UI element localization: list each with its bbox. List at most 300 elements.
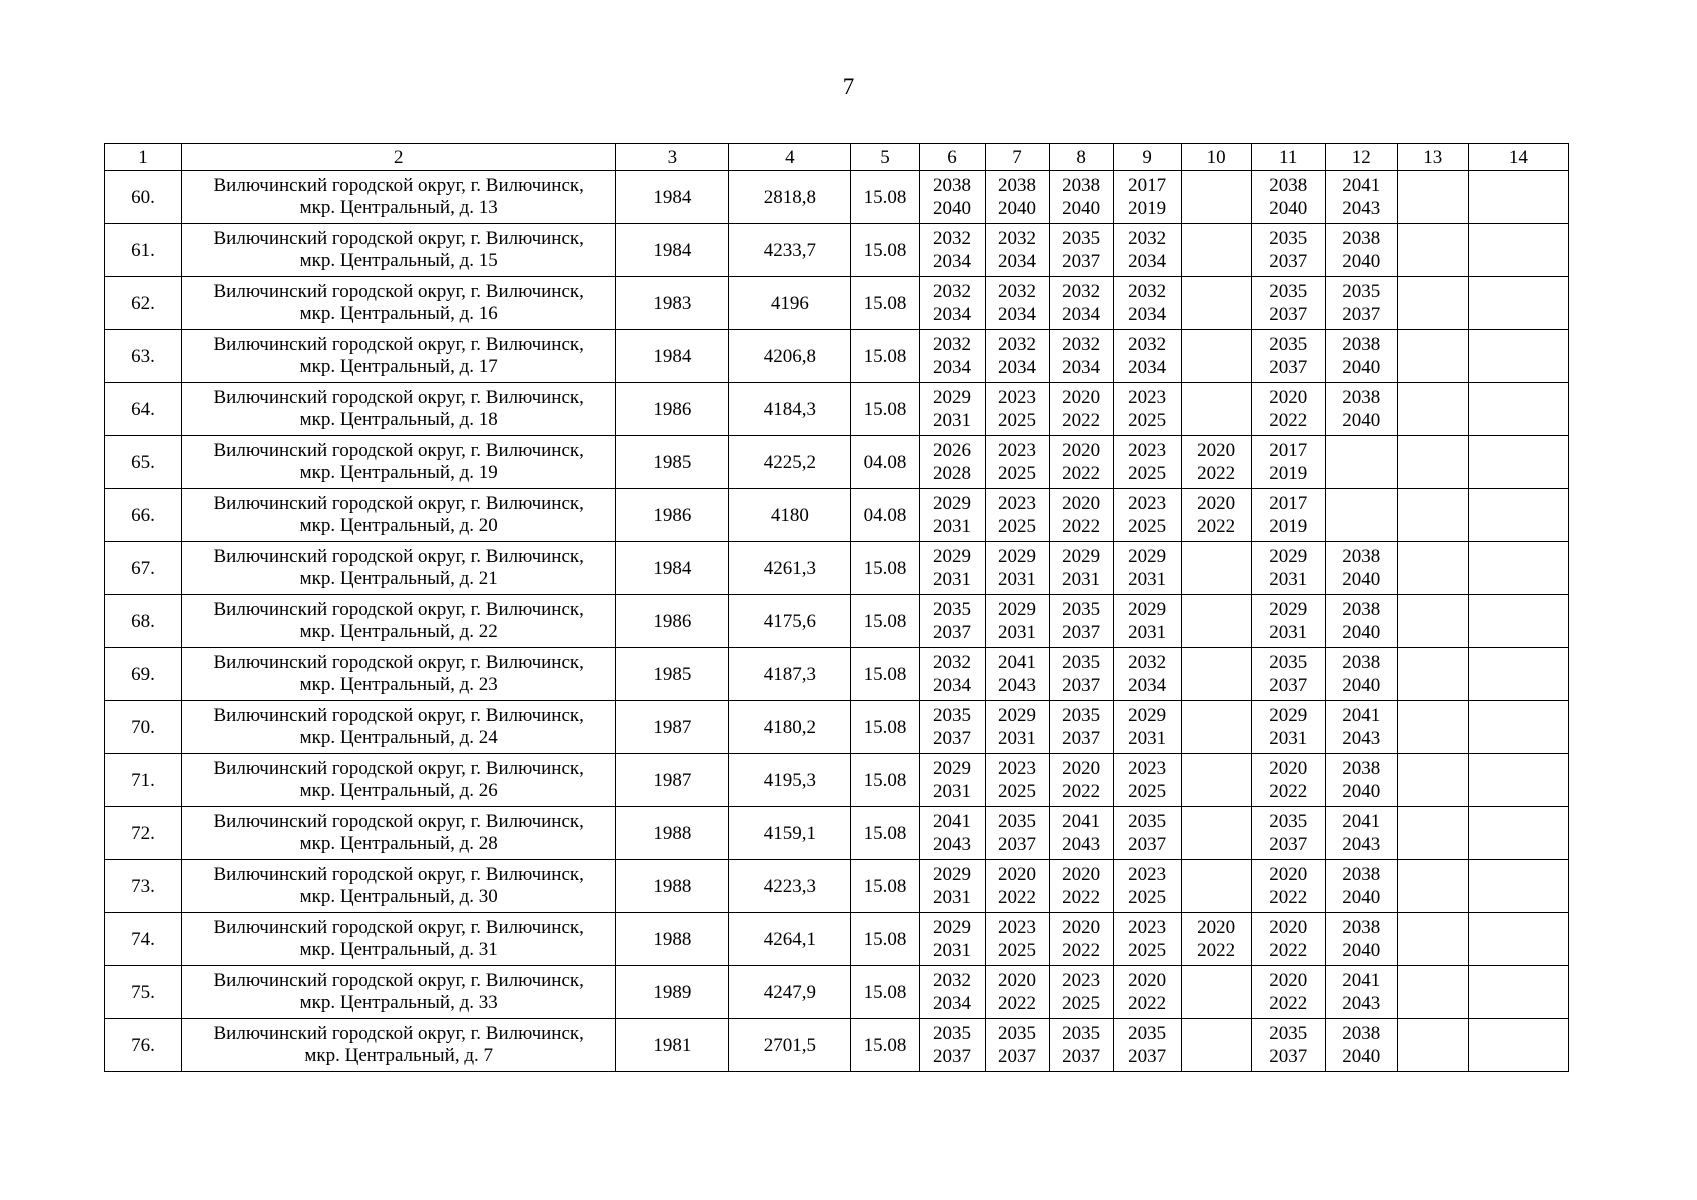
year-built-cell: 1986 [616,489,729,542]
period-start-year: 2035 [998,811,1037,832]
period-start-year: 2020 [1197,917,1236,938]
period-start-year: 2029 [933,917,972,938]
period-cell [1181,277,1251,330]
period-cell [1113,754,1181,807]
period-end-year: 2040 [1342,410,1381,431]
row-number-cell: 66. [105,489,182,542]
period-cell [1049,330,1113,383]
column-header: 12 [1325,144,1397,171]
address-line: Вилючинский городской округ, г. Вилючинск, [213,546,584,567]
row-number-cell: 74. [105,913,182,966]
period-start-year: 2020 [1269,970,1308,991]
period-end-year: 2031 [998,622,1037,643]
period-end-year: 2037 [933,1046,972,1067]
period-end-year: 2022 [1197,940,1236,961]
column-header: 4 [729,144,851,171]
area-cell: 4261,3 [729,542,851,595]
period-cell [1397,701,1468,754]
period-end-year: 2022 [1197,463,1236,484]
period-end-year: 2022 [1269,410,1308,431]
period-start-year: 2029 [933,387,972,408]
address-cell [182,436,616,489]
address-line: мкр. Центральный, д. 13 [299,197,498,218]
period-cell [985,277,1049,330]
period-end-year: 2043 [1342,728,1381,749]
period-cell [1325,807,1397,860]
period-cell [1397,648,1468,701]
period-start-year: 2029 [1269,546,1308,567]
period-start-year: 2023 [998,387,1037,408]
period-cell [1049,224,1113,277]
column-header: 2 [182,144,616,171]
period-end-year: 2025 [1128,410,1167,431]
period-start-year: 2038 [1342,652,1381,673]
period-cell [985,171,1049,224]
period-end-year: 2031 [1062,569,1101,590]
period-start-year: 2029 [1269,599,1308,620]
period-cell [985,489,1049,542]
period-start-year: 2032 [998,281,1037,302]
period-start-year: 2020 [1269,864,1308,885]
period-start-year: 2020 [1128,970,1167,991]
period-end-year: 2025 [998,781,1037,802]
period-end-year: 2031 [1269,622,1308,643]
period-start-year: 2020 [1269,917,1308,938]
period-cell [1325,171,1397,224]
period-cell [1113,648,1181,701]
period-cell [919,913,985,966]
address-line: Вилючинский городской округ, г. Вилючинск, [213,281,584,302]
period-end-year: 2037 [1269,834,1308,855]
period-cell [1113,224,1181,277]
period-start-year: 2023 [1128,387,1167,408]
period-start-year: 2029 [998,705,1037,726]
address-line: Вилючинский городской округ, г. Вилючинск, [213,334,584,355]
address-line: Вилючинский городской округ, г. Вилючинск, [213,970,584,991]
period-cell [1181,754,1251,807]
address-cell [182,595,616,648]
period-end-year: 2037 [933,728,972,749]
period-cell [1251,860,1325,913]
table-row [105,542,1569,595]
period-end-year: 2037 [1062,728,1101,749]
row-number-cell: 72. [105,807,182,860]
period-end-year: 2031 [998,569,1037,590]
period-end-year: 2034 [933,357,972,378]
period-start-year: 2020 [1269,387,1308,408]
address-cell [182,224,616,277]
period-cell [1181,436,1251,489]
period-end-year: 2043 [998,675,1037,696]
period-start-year: 2035 [1062,228,1101,249]
address-line: Вилючинский городской округ, г. Вилючинск, [213,705,584,726]
address-cell [182,860,616,913]
period-start-year: 2020 [1062,758,1101,779]
address-cell [182,383,616,436]
period-cell [919,966,985,1019]
period-cell [1113,595,1181,648]
period-cell [1325,595,1397,648]
period-cell [1325,966,1397,1019]
period-end-year: 2022 [1128,993,1167,1014]
period-start-year: 2029 [933,546,972,567]
period-end-year: 2022 [998,993,1037,1014]
table-row [105,1019,1569,1072]
period-cell [1181,966,1251,1019]
period-end-year: 2037 [1062,251,1101,272]
period-cell [1468,807,1568,860]
period-cell [1325,224,1397,277]
address-line: мкр. Центральный, д. 19 [299,462,498,483]
period-start-year: 2029 [1128,705,1167,726]
period-end-year: 2022 [1062,516,1101,537]
code-cell: 15.08 [851,330,919,383]
period-start-year: 2041 [1342,811,1381,832]
period-end-year: 2037 [1269,251,1308,272]
period-end-year: 2040 [1062,198,1101,219]
period-cell [1251,489,1325,542]
period-cell [1251,1019,1325,1072]
code-cell: 15.08 [851,277,919,330]
period-start-year: 2041 [1062,811,1101,832]
period-start-year: 2032 [1128,281,1167,302]
address-line: мкр. Центральный, д. 17 [299,356,498,377]
period-start-year: 2035 [933,599,972,620]
code-cell: 15.08 [851,595,919,648]
address-line: Вилючинский городской округ, г. Вилючинск, [213,228,584,249]
code-cell: 15.08 [851,913,919,966]
period-end-year: 2025 [1128,887,1167,908]
period-end-year: 2031 [933,569,972,590]
period-cell [1397,595,1468,648]
period-cell [1113,860,1181,913]
period-cell [985,542,1049,595]
period-cell [1251,436,1325,489]
period-end-year: 2040 [1342,569,1381,590]
period-cell [1251,913,1325,966]
period-cell [1397,807,1468,860]
period-cell [1251,542,1325,595]
area-cell: 4233,7 [729,224,851,277]
period-cell [985,966,1049,1019]
column-header: 3 [616,144,729,171]
column-header: 14 [1468,144,1568,171]
column-header: 5 [851,144,919,171]
period-end-year: 2022 [1062,887,1101,908]
period-end-year: 2037 [1269,1046,1308,1067]
period-cell [1325,489,1397,542]
column-header: 7 [985,144,1049,171]
code-cell: 15.08 [851,224,919,277]
year-built-cell: 1988 [616,807,729,860]
period-start-year: 2035 [1062,1023,1101,1044]
period-start-year: 2032 [1128,652,1167,673]
period-end-year: 2031 [1269,728,1308,749]
period-start-year: 2035 [998,1023,1037,1044]
period-start-year: 2041 [933,811,972,832]
period-start-year: 2023 [1128,493,1167,514]
period-cell [919,224,985,277]
period-start-year: 2023 [1128,758,1167,779]
table-row [105,913,1569,966]
period-cell [985,1019,1049,1072]
period-end-year: 2031 [1269,569,1308,590]
period-start-year: 2023 [998,440,1037,461]
year-built-cell: 1987 [616,754,729,807]
period-start-year: 2020 [998,864,1037,885]
period-start-year: 2017 [1269,440,1308,461]
period-cell [1181,860,1251,913]
period-start-year: 2020 [998,970,1037,991]
column-header: 13 [1397,144,1468,171]
period-cell [1181,224,1251,277]
table-row [105,701,1569,754]
period-cell [919,277,985,330]
period-cell [1049,754,1113,807]
period-cell [1251,966,1325,1019]
period-start-year: 2035 [933,705,972,726]
period-cell [1397,542,1468,595]
period-cell [1397,489,1468,542]
period-end-year: 2022 [1062,940,1101,961]
period-end-year: 2031 [1128,728,1167,749]
period-end-year: 2034 [933,251,972,272]
period-start-year: 2041 [1342,970,1381,991]
area-cell: 4196 [729,277,851,330]
period-cell [1251,224,1325,277]
period-start-year: 2038 [1342,546,1381,567]
column-header: 6 [919,144,985,171]
code-cell: 15.08 [851,966,919,1019]
period-end-year: 2031 [1128,622,1167,643]
period-start-year: 2029 [1128,599,1167,620]
code-cell: 15.08 [851,1019,919,1072]
period-cell [1049,860,1113,913]
address-cell [182,648,616,701]
table-row [105,966,1569,1019]
row-number-cell: 76. [105,1019,182,1072]
period-end-year: 2037 [1128,1046,1167,1067]
period-cell [1049,277,1113,330]
period-start-year: 2038 [1342,334,1381,355]
address-cell [182,330,616,383]
period-cell [985,436,1049,489]
area-cell: 4195,3 [729,754,851,807]
row-number-cell: 73. [105,860,182,913]
period-cell [1181,807,1251,860]
address-line: Вилючинский городской округ, г. Вилючинск, [213,758,584,779]
period-cell [1468,542,1568,595]
period-cell [1181,1019,1251,1072]
area-cell: 2701,5 [729,1019,851,1072]
period-end-year: 2043 [1062,834,1101,855]
period-cell [1397,436,1468,489]
period-end-year: 2022 [1269,940,1308,961]
period-end-year: 2043 [1342,834,1381,855]
period-end-year: 2040 [933,198,972,219]
period-start-year: 2029 [998,546,1037,567]
table-row [105,436,1569,489]
period-cell [1468,1019,1568,1072]
period-start-year: 2029 [933,493,972,514]
period-start-year: 2038 [1342,758,1381,779]
period-start-year: 2032 [1128,334,1167,355]
period-end-year: 2037 [998,1046,1037,1067]
code-cell: 04.08 [851,489,919,542]
table-row [105,383,1569,436]
period-cell [1325,383,1397,436]
address-line: Вилючинский городской округ, г. Вилючинск, [213,652,584,673]
period-start-year: 2023 [998,917,1037,938]
period-cell [1251,171,1325,224]
period-start-year: 2023 [1062,970,1101,991]
period-start-year: 2029 [933,758,972,779]
period-start-year: 2035 [1342,281,1381,302]
period-cell [1181,648,1251,701]
period-cell [1049,1019,1113,1072]
table-row [105,330,1569,383]
table-row [105,595,1569,648]
period-cell [1049,489,1113,542]
period-end-year: 2034 [933,304,972,325]
period-cell [1251,277,1325,330]
period-end-year: 2034 [1128,357,1167,378]
period-start-year: 2035 [1062,705,1101,726]
period-start-year: 2023 [1128,864,1167,885]
period-cell [1251,383,1325,436]
address-line: Вилючинский городской округ, г. Вилючинск, [213,811,584,832]
period-start-year: 2032 [1128,228,1167,249]
period-start-year: 2035 [1269,334,1308,355]
period-cell [1049,648,1113,701]
period-cell [1251,701,1325,754]
period-end-year: 2019 [1128,198,1167,219]
period-end-year: 2025 [998,410,1037,431]
period-end-year: 2022 [1269,993,1308,1014]
year-built-cell: 1988 [616,860,729,913]
area-cell: 4175,6 [729,595,851,648]
period-end-year: 2037 [1269,357,1308,378]
period-cell [1113,277,1181,330]
period-start-year: 2020 [1062,864,1101,885]
period-cell [1468,171,1568,224]
period-end-year: 2040 [1342,622,1381,643]
period-cell [919,330,985,383]
period-cell [1397,277,1468,330]
period-end-year: 2037 [933,622,972,643]
period-cell [1113,383,1181,436]
period-start-year: 2041 [998,652,1037,673]
address-line: мкр. Центральный, д. 28 [299,833,498,854]
period-cell [1181,489,1251,542]
address-cell [182,966,616,1019]
period-end-year: 2034 [1128,251,1167,272]
period-start-year: 2023 [1128,440,1167,461]
period-cell [1468,754,1568,807]
period-end-year: 2034 [1062,357,1101,378]
period-cell [1468,860,1568,913]
area-cell: 4223,3 [729,860,851,913]
period-cell [985,807,1049,860]
address-cell [182,807,616,860]
period-cell [919,542,985,595]
period-cell [1468,330,1568,383]
period-cell [1181,913,1251,966]
period-end-year: 2037 [1062,675,1101,696]
address-cell [182,277,616,330]
address-line: мкр. Центральный, д. 7 [304,1045,493,1066]
address-line: Вилючинский городской округ, г. Вилючинск, [213,1023,584,1044]
period-start-year: 2038 [998,175,1037,196]
period-cell [985,754,1049,807]
period-cell [1325,754,1397,807]
period-cell [1113,436,1181,489]
period-start-year: 2038 [933,175,972,196]
period-start-year: 2029 [933,864,972,885]
period-start-year: 2038 [1342,387,1381,408]
period-end-year: 2040 [1342,357,1381,378]
period-start-year: 2038 [1269,175,1308,196]
period-cell [1397,224,1468,277]
period-end-year: 2031 [933,940,972,961]
period-cell [919,489,985,542]
period-cell [1181,701,1251,754]
period-cell [1468,489,1568,542]
period-cell [1113,807,1181,860]
period-cell [1468,966,1568,1019]
period-start-year: 2035 [1269,652,1308,673]
row-number-cell: 64. [105,383,182,436]
year-built-cell: 1985 [616,648,729,701]
year-built-cell: 1981 [616,1019,729,1072]
period-cell [1468,701,1568,754]
period-end-year: 2040 [1342,251,1381,272]
period-end-year: 2040 [1342,675,1381,696]
period-cell [1397,754,1468,807]
period-cell [1181,595,1251,648]
period-cell [985,383,1049,436]
period-start-year: 2035 [1128,1023,1167,1044]
address-line: мкр. Центральный, д. 15 [299,250,498,271]
period-end-year: 2022 [1197,516,1236,537]
period-cell [1049,171,1113,224]
row-number-cell: 63. [105,330,182,383]
address-line: мкр. Центральный, д. 30 [299,886,498,907]
period-cell [919,436,985,489]
period-end-year: 2034 [998,357,1037,378]
row-number-cell: 68. [105,595,182,648]
period-cell [919,701,985,754]
period-cell [1468,648,1568,701]
period-end-year: 2031 [933,410,972,431]
period-end-year: 2037 [1269,675,1308,696]
address-cell [182,542,616,595]
period-end-year: 2040 [1342,887,1381,908]
period-end-year: 2037 [1342,304,1381,325]
period-end-year: 2025 [1062,993,1101,1014]
period-start-year: 2020 [1062,493,1101,514]
period-start-year: 2017 [1128,175,1167,196]
address-line: Вилючинский городской округ, г. Вилючинск, [213,387,584,408]
period-end-year: 2040 [1342,781,1381,802]
period-end-year: 2043 [1342,198,1381,219]
period-start-year: 2020 [1062,440,1101,461]
table-row [105,171,1569,224]
period-start-year: 2035 [933,1023,972,1044]
period-cell [1325,277,1397,330]
table-row [105,489,1569,542]
period-cell [919,595,985,648]
